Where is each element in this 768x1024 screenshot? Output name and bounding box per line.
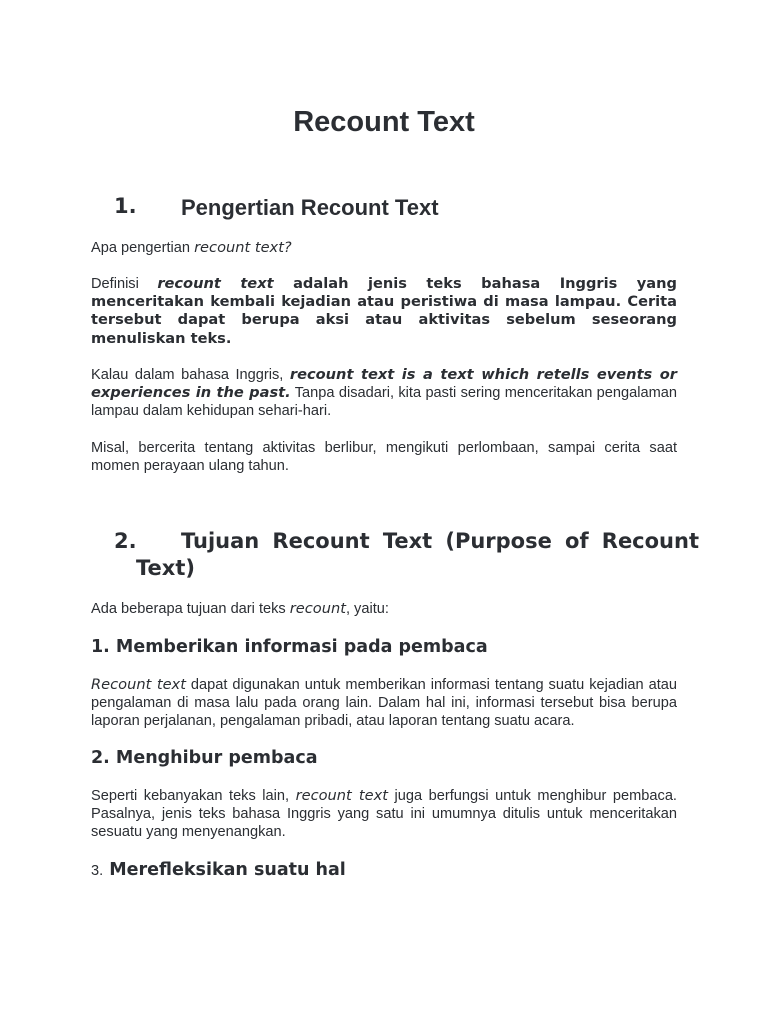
question-term: recount text? <box>194 239 292 256</box>
section-1-heading: Pengertian Recount Text <box>181 195 439 220</box>
purpose-1-text: dapat digunakan untuk memberikan informasi tentang suatu kejadian atau pengalaman di masa lalu pada orang lain. Dalam hal ini, informasi tersebut bisa berupa laporan perjalanan, pengalaman pribadi, atau laporan tentang suatu acara. <box>91 677 677 730</box>
english-rest: Tanpa disadari, kita pasti sering menceritakan pengalaman lampau dalam kehidupan sehari-hari. <box>91 385 677 420</box>
purpose-2-paragraph <box>91 787 677 842</box>
purpose-2-prefix: Seperti kebanyakan teks lain, <box>91 788 296 804</box>
example-paragraph: Misal, bercerita tentang aktivitas berlibur, mengikuti perlombaan, sampai cerita saat momen perayaan ulang tahun. <box>91 440 677 475</box>
purpose-1-term: Recount text <box>91 676 186 693</box>
section-2-heading-block <box>114 528 699 582</box>
question-paragraph <box>91 239 677 257</box>
english-quote: recount text is a text which retells events or experiences in the past. <box>91 366 677 402</box>
purpose-intro-term: recount <box>289 600 346 617</box>
purpose-3-number: 3. <box>91 863 104 879</box>
definition-paragraph <box>91 275 677 348</box>
purpose-1-paragraph <box>91 676 677 731</box>
purpose-2-heading: 2. Menghibur pembaca <box>91 748 318 768</box>
purpose-intro-paragraph <box>91 600 677 618</box>
purpose-intro-prefix: Ada beberapa tujuan dari teks <box>91 601 290 617</box>
section-1-number: 1. <box>114 194 137 218</box>
purpose-3-heading: Merefleksikan suatu hal <box>109 860 346 880</box>
purpose-intro-suffix: , yaitu: <box>345 601 389 617</box>
purpose-3-heading-block <box>91 859 346 882</box>
question-prefix: Apa pengertian <box>91 240 195 256</box>
definition-prefix: Definisi <box>91 276 158 292</box>
definition-term: recount text <box>157 275 274 292</box>
english-definition-paragraph <box>91 366 677 421</box>
section-2-number: 2. <box>114 529 137 553</box>
purpose-1-heading: 1. Memberikan informasi pada pembaca <box>91 637 488 657</box>
purpose-2-term: recount text <box>295 787 388 804</box>
page-title: Recount Text <box>293 106 475 138</box>
english-prefix: Kalau dalam bahasa Inggris, <box>91 367 290 383</box>
section-2-heading: Tujuan Recount Text (Purpose of Recount Text) <box>136 529 699 580</box>
definition-text: adalah jenis teks bahasa Inggris yang menceritakan kembali kejadian atau peristiwa di masa lampau. Cerita tersebut dapat berupa aksi atau aktivitas sebelum seseorang menuliskan teks. <box>91 275 677 347</box>
purpose-2-text: juga berfungsi untuk menghibur pembaca. Pasalnya, jenis teks bahasa Inggris yang satu ini umumnya ditulis untuk menceritakan sesuatu yang menyenangkan. <box>91 788 677 841</box>
